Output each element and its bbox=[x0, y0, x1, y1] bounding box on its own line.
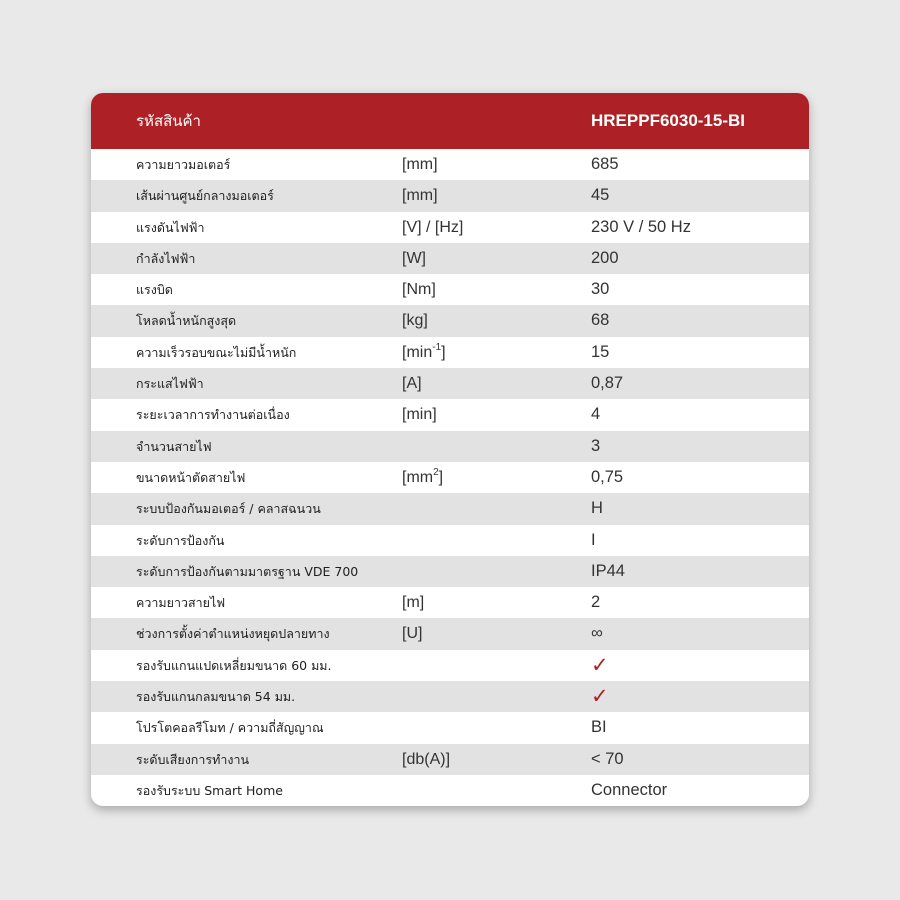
spec-name: รองรับระบบ Smart Home bbox=[136, 782, 283, 798]
spec-name: รองรับแกนแปดเหลี่ยมขนาด 60 มม. bbox=[136, 657, 332, 673]
spec-name: ความเร็วรอบขณะไม่มีน้ำหนัก bbox=[136, 344, 297, 360]
spec-value: 45 bbox=[591, 186, 610, 205]
table-row bbox=[91, 431, 809, 462]
spec-value: 4 bbox=[591, 405, 601, 424]
spec-name: ช่วงการตั้งค่าตำแหน่งหยุดปลายทาง bbox=[136, 626, 330, 642]
spec-value: IP44 bbox=[591, 561, 625, 580]
spec-name: ระบบป้องกันมอเตอร์ / คลาสฉนวน bbox=[136, 501, 321, 517]
spec-name: กระแสไฟฟ้า bbox=[136, 376, 204, 392]
table-row bbox=[91, 243, 809, 274]
table-row bbox=[91, 399, 809, 430]
spec-name: ความยาวสายไฟ bbox=[136, 595, 226, 611]
spec-value: < 70 bbox=[591, 749, 624, 768]
spec-name: ระดับการป้องกัน bbox=[136, 532, 225, 548]
table-row bbox=[91, 618, 809, 649]
spec-name: ระดับการป้องกันตามมาตรฐาน VDE 700 bbox=[136, 563, 359, 579]
table-header bbox=[91, 93, 809, 149]
unit-close: ] bbox=[438, 468, 444, 486]
spec-value: 3 bbox=[591, 436, 601, 455]
table-row bbox=[91, 212, 809, 243]
spec-name: ความยาวมอเตอร์ bbox=[136, 157, 231, 172]
spec-unit bbox=[402, 149, 438, 180]
spec-value: BI bbox=[591, 718, 607, 737]
unit-text: [db(A)] bbox=[402, 750, 451, 768]
spec-unit bbox=[402, 337, 446, 368]
spec-unit bbox=[402, 243, 426, 274]
table-row bbox=[91, 274, 809, 305]
table-row bbox=[91, 650, 809, 681]
spec-value: ∞ bbox=[591, 624, 603, 643]
unit-text: [mm] bbox=[402, 156, 438, 173]
spec-unit bbox=[402, 274, 436, 305]
spec-name: โปรโตคอลรีโมท / ความถี่สัญญาณ bbox=[136, 720, 324, 736]
header-label: รหัสสินค้า bbox=[136, 112, 201, 130]
spec-value: Connector bbox=[591, 780, 668, 799]
model-code: HREPPF6030-15-BI bbox=[591, 111, 746, 130]
table-row bbox=[91, 149, 809, 180]
spec-value: 2 bbox=[591, 593, 601, 612]
unit-text: [mm bbox=[402, 468, 434, 486]
spec-table bbox=[91, 93, 809, 806]
spec-name: ระดับเสียงการทำงาน bbox=[136, 751, 250, 767]
unit-text: [W] bbox=[402, 249, 426, 267]
unit-text: [mm] bbox=[402, 187, 438, 205]
table-row bbox=[91, 681, 809, 712]
spec-name: โหลดน้ำหนักสูงสุด bbox=[136, 313, 237, 329]
spec-name: ระยะเวลาการทำงานต่อเนื่อง bbox=[136, 407, 290, 423]
spec-name: กำลังไฟฟ้า bbox=[136, 250, 196, 266]
table-row bbox=[91, 305, 809, 336]
unit-text: [V] / [Hz] bbox=[402, 218, 464, 236]
spec-unit bbox=[402, 399, 437, 430]
spec-unit bbox=[402, 587, 424, 618]
table-row bbox=[91, 587, 809, 618]
spec-unit bbox=[402, 180, 438, 211]
unit-text: [kg] bbox=[402, 312, 428, 330]
table-row bbox=[91, 368, 809, 399]
spec-name: แรงบิด bbox=[136, 282, 173, 298]
unit-text: [min bbox=[402, 343, 433, 361]
spec-unit bbox=[402, 305, 428, 336]
table-row bbox=[91, 462, 809, 493]
table-row bbox=[91, 180, 809, 211]
spec-name: จำนวนสายไฟ bbox=[136, 438, 212, 454]
table-row bbox=[91, 744, 809, 775]
unit-close: ] bbox=[441, 343, 446, 361]
spec-value: H bbox=[591, 499, 603, 518]
spec-name: เส้นผ่านศูนย์กลางมอเตอร์ bbox=[136, 188, 274, 204]
spec-value: 68 bbox=[591, 311, 610, 330]
spec-name: ขนาดหน้าตัดสายไฟ bbox=[136, 469, 246, 485]
spec-value: 15 bbox=[591, 342, 610, 361]
table-row bbox=[91, 337, 809, 368]
check-icon: ✓ bbox=[591, 653, 609, 677]
spec-value: 230 V / 50 Hz bbox=[591, 217, 691, 236]
spec-value: I bbox=[591, 530, 596, 549]
spec-unit bbox=[402, 462, 443, 493]
spec-unit bbox=[402, 744, 450, 775]
spec-value: 30 bbox=[591, 280, 610, 299]
table-row bbox=[91, 525, 809, 556]
table-row bbox=[91, 775, 809, 806]
unit-text: [U] bbox=[402, 625, 423, 643]
unit-text: [Nm] bbox=[402, 281, 436, 299]
spec-name: รองรับแกนกลมขนาด 54 มม. bbox=[136, 689, 296, 705]
table-row bbox=[91, 493, 809, 524]
unit-text: [m] bbox=[402, 594, 425, 612]
unit-text: [A] bbox=[402, 375, 422, 393]
spec-value: 200 bbox=[591, 248, 619, 267]
spec-value: 0,75 bbox=[591, 467, 624, 486]
spec-rows bbox=[91, 149, 809, 806]
spec-name: แรงดันไฟฟ้า bbox=[136, 219, 205, 235]
unit-exponent: -1 bbox=[432, 341, 442, 353]
check-icon: ✓ bbox=[591, 685, 609, 709]
spec-value: 685 bbox=[591, 155, 619, 173]
spec-unit bbox=[402, 368, 422, 399]
spec-value: 0,87 bbox=[591, 374, 624, 393]
unit-text: [min] bbox=[402, 406, 437, 424]
table-row bbox=[91, 556, 809, 587]
unit-exponent: 2 bbox=[433, 466, 439, 478]
table-row bbox=[91, 712, 809, 743]
spec-unit bbox=[402, 212, 463, 243]
spec-unit bbox=[402, 618, 422, 649]
